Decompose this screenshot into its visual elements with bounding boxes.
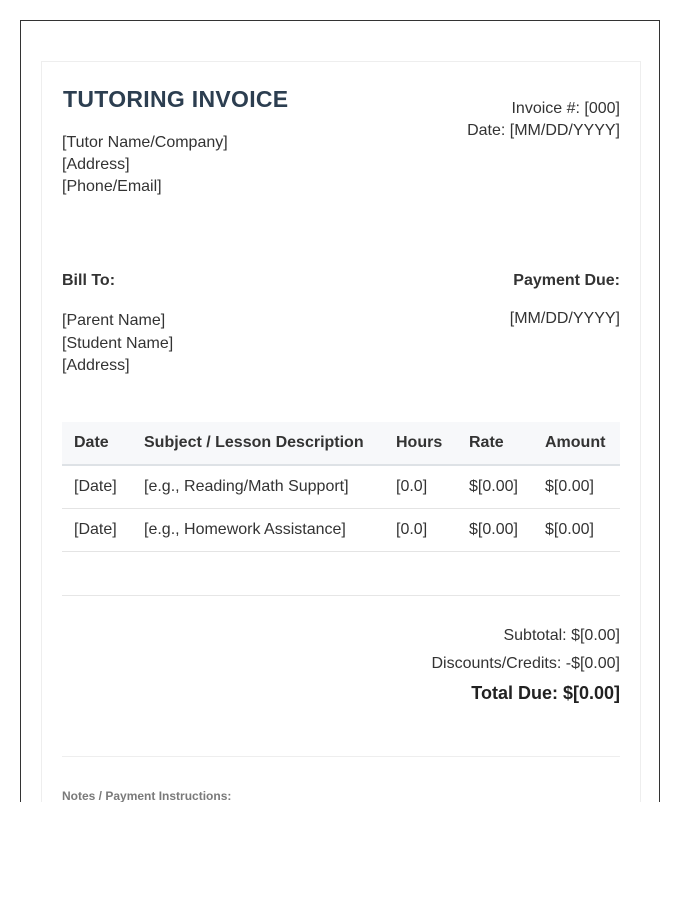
line-items-table bbox=[62, 422, 620, 552]
subtotal: Subtotal: $[0.00] bbox=[503, 627, 620, 644]
total-due: Total Due: $[0.00] bbox=[471, 683, 620, 703]
cell-amount: $[0.00] bbox=[533, 465, 620, 509]
parent-name: [Parent Name] bbox=[62, 312, 166, 329]
tutor-name: [Tutor Name/Company] bbox=[62, 134, 228, 151]
header-date: Date bbox=[62, 422, 132, 465]
invoice-title: TUTORING INVOICE bbox=[63, 86, 289, 112]
bill-to-address: [Address] bbox=[62, 357, 130, 374]
header-hours: Hours bbox=[384, 422, 457, 465]
cell-hours: [0.0] bbox=[384, 465, 457, 509]
invoice-date: Date: [MM/DD/YYYY] bbox=[467, 122, 620, 139]
tutor-contact: [Phone/Email] bbox=[62, 178, 162, 195]
table-row bbox=[62, 509, 620, 552]
table-header-row bbox=[62, 422, 620, 465]
student-name: [Student Name] bbox=[62, 334, 174, 352]
cell-hours: [0.0] bbox=[384, 509, 457, 552]
cell-description: [e.g., Reading/Math Support] bbox=[132, 465, 384, 509]
invoice-page bbox=[41, 61, 641, 802]
cell-rate: $[0.00] bbox=[457, 509, 533, 552]
payment-due-label: Payment Due: bbox=[513, 272, 620, 289]
invoice-meta bbox=[467, 98, 620, 142]
cell-date: [Date] bbox=[62, 465, 132, 509]
tutor-address: [Address] bbox=[62, 156, 130, 173]
cell-rate: $[0.00] bbox=[457, 465, 533, 509]
divider bbox=[62, 756, 620, 757]
totals-section bbox=[431, 625, 620, 705]
bill-to-details bbox=[62, 310, 173, 378]
discounts-credits: Discounts/Credits: -$[0.00] bbox=[431, 655, 620, 672]
cell-description: [e.g., Homework Assistance] bbox=[132, 509, 384, 552]
header-amount: Amount bbox=[533, 422, 620, 465]
notes-label: Notes / Payment Instructions: bbox=[62, 789, 232, 802]
document-frame bbox=[20, 20, 660, 802]
bill-to-label: Bill To: bbox=[62, 272, 116, 289]
table-row bbox=[62, 465, 620, 509]
payment-due-date: [MM/DD/YYYY] bbox=[509, 310, 620, 327]
cell-date: [Date] bbox=[62, 509, 132, 552]
header-rate: Rate bbox=[457, 422, 533, 465]
tutor-info bbox=[62, 132, 228, 198]
divider bbox=[62, 595, 620, 596]
header-description: Subject / Lesson Description bbox=[132, 422, 384, 465]
invoice-number: Invoice #: [000] bbox=[511, 100, 620, 117]
cell-amount: $[0.00] bbox=[533, 509, 620, 552]
